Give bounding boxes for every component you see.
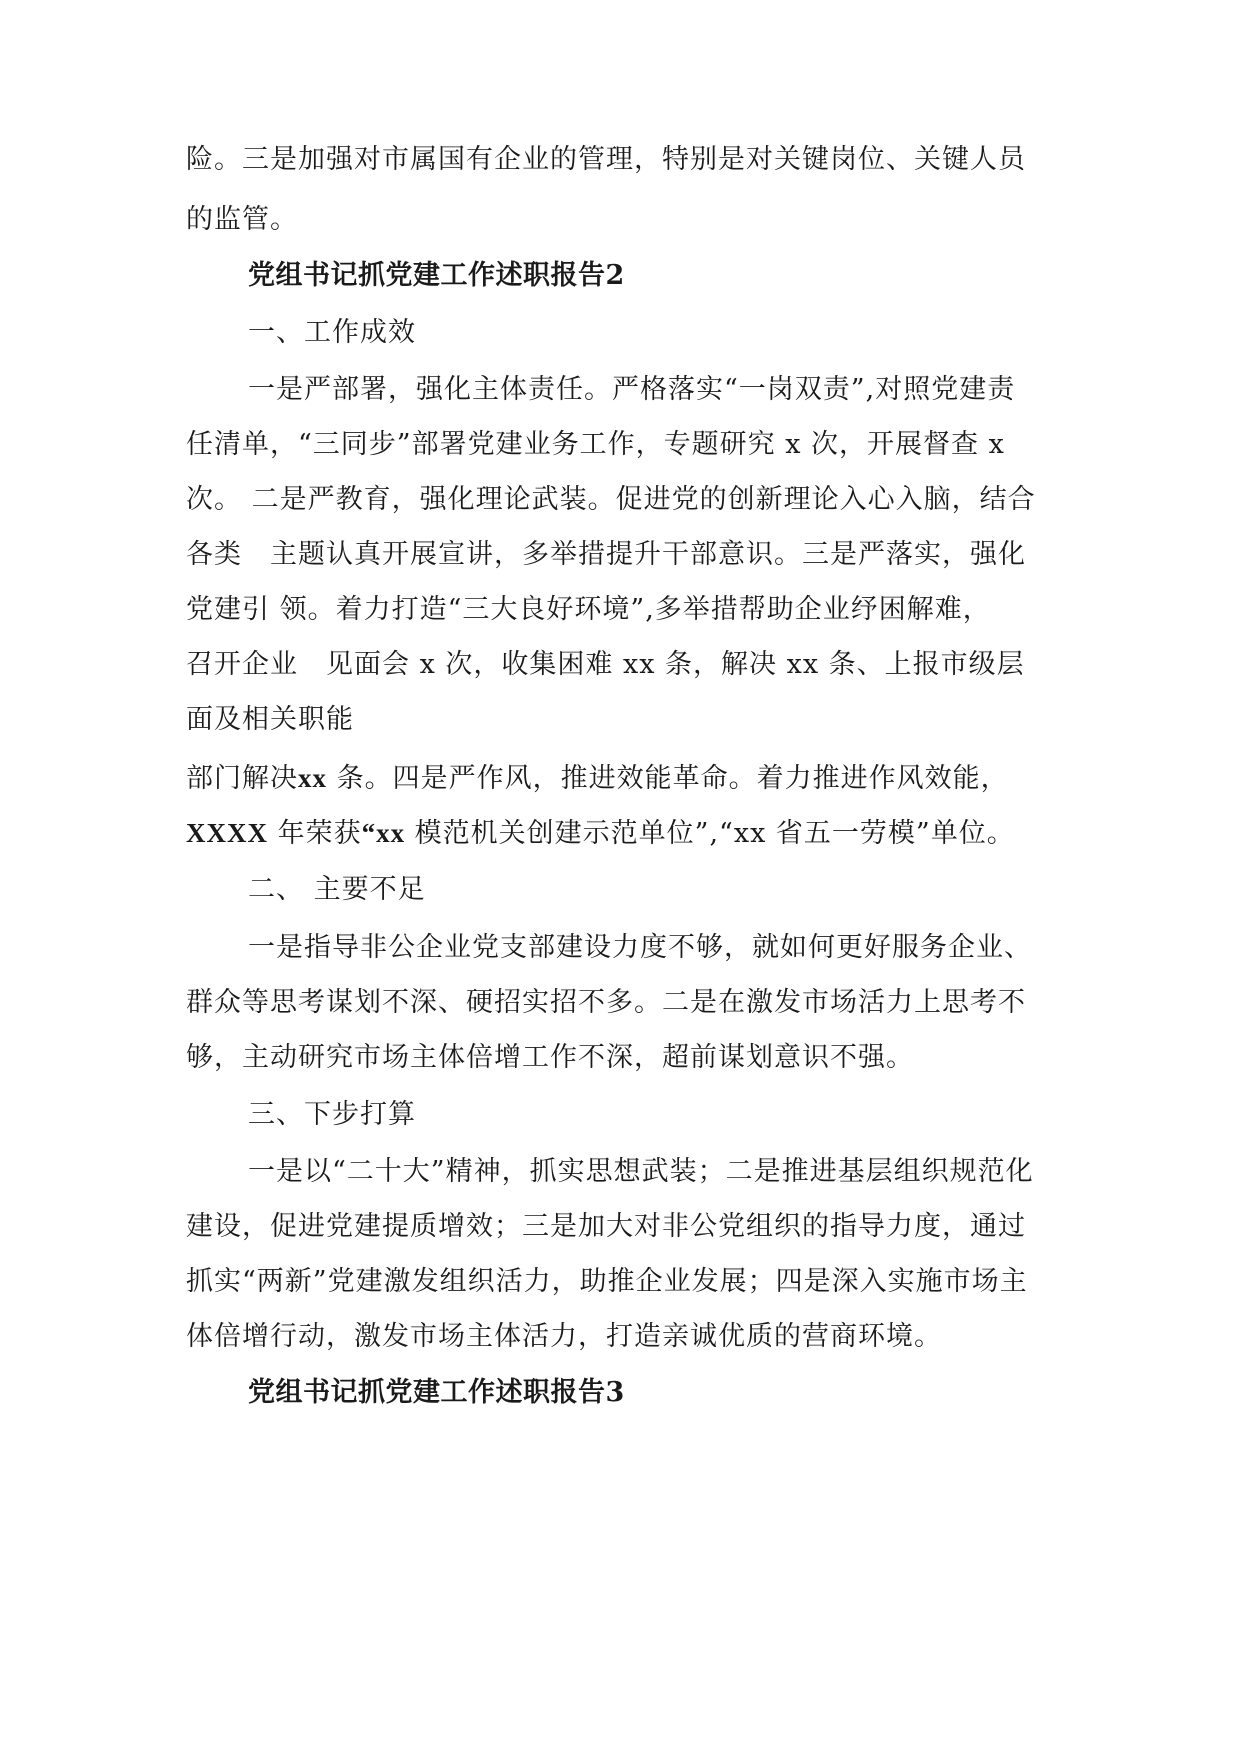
paragraph-line: 一是严部署，强化主体责任。严格落实“一岗双责”,对照党建责 <box>248 374 1016 405</box>
paragraph-line: 抓实“两新”党建激发组织活力，助推企业发展；四是深入实施市场主 <box>186 1266 1028 1297</box>
paragraph-line: 够，主动研究市场主体倍增工作不深，超前谋划意识不强。 <box>186 1042 914 1073</box>
paragraph-line: 任清单，“三同步”部署党建业务工作，专题研究 x 次，开展督查 x <box>186 429 1005 460</box>
paragraph-line <box>186 813 1056 853</box>
text-run: 模范机关创建示范单位”,“xx 省五一劳模”单位。 <box>405 818 1015 849</box>
paragraph-line: 群众等思考谋划不深、硬招实招不多。二是在激发市场活力上思考不 <box>186 987 1026 1018</box>
paragraph-line: 召开企业 见面会 x 次，收集困难 xx 条，解决 xx 条、上报市级层 <box>186 649 1025 680</box>
paragraph-line: 各类 主题认真开展宣讲，多举措提升干部意识。三是严落实，强化 <box>186 539 1026 570</box>
text-run: 条。四是严作风，推进效能革命。着力推进作风效能， <box>327 763 1009 794</box>
section-heading: 党组书记抓党建工作述职报告3 <box>248 1377 625 1408</box>
paragraph-line: 体倍增行动，激发市场主体活力，打造亲诚优质的营商环境。 <box>186 1321 942 1352</box>
bold-text-run: “xx <box>361 818 406 848</box>
paragraph-line: 的监管。 <box>186 204 298 235</box>
text-run: 部门解决 <box>186 763 298 794</box>
subsection-heading: 一、工作成效 <box>248 317 416 348</box>
text-run: 年荣获 <box>268 818 362 849</box>
bold-text-run: xx <box>298 763 327 793</box>
section-heading: 党组书记抓党建工作述职报告2 <box>248 260 625 291</box>
paragraph-line: 党建引 领。着力打造“三大良好环境”,多举措帮助企业纾困解难， <box>186 594 991 625</box>
paragraph-line: 险。三是加强对市属国有企业的管理，特别是对关键岗位、关键人员 <box>186 144 1026 175</box>
paragraph-line <box>186 758 1056 798</box>
paragraph-line: 次。 二是严教育，强化理论武装。促进党的创新理论入心入脑，结合 <box>186 484 1036 515</box>
bold-text-run: XXXX <box>186 818 268 848</box>
paragraph-line: 建设，促进党建提质增效；三是加大对非公党组织的指导力度，通过 <box>186 1211 1026 1242</box>
subsection-heading: 三、下步打算 <box>248 1099 416 1130</box>
paragraph-line: 一是以“二十大”精神，抓实思想武装；二是推进基层组织规范化 <box>248 1156 1034 1187</box>
paragraph-line: 面及相关职能 <box>186 704 354 735</box>
subsection-heading: 二、 主要不足 <box>248 874 426 905</box>
paragraph-line: 一是指导非公企业党支部建设力度不够，就如何更好服务企业、 <box>248 932 1032 963</box>
